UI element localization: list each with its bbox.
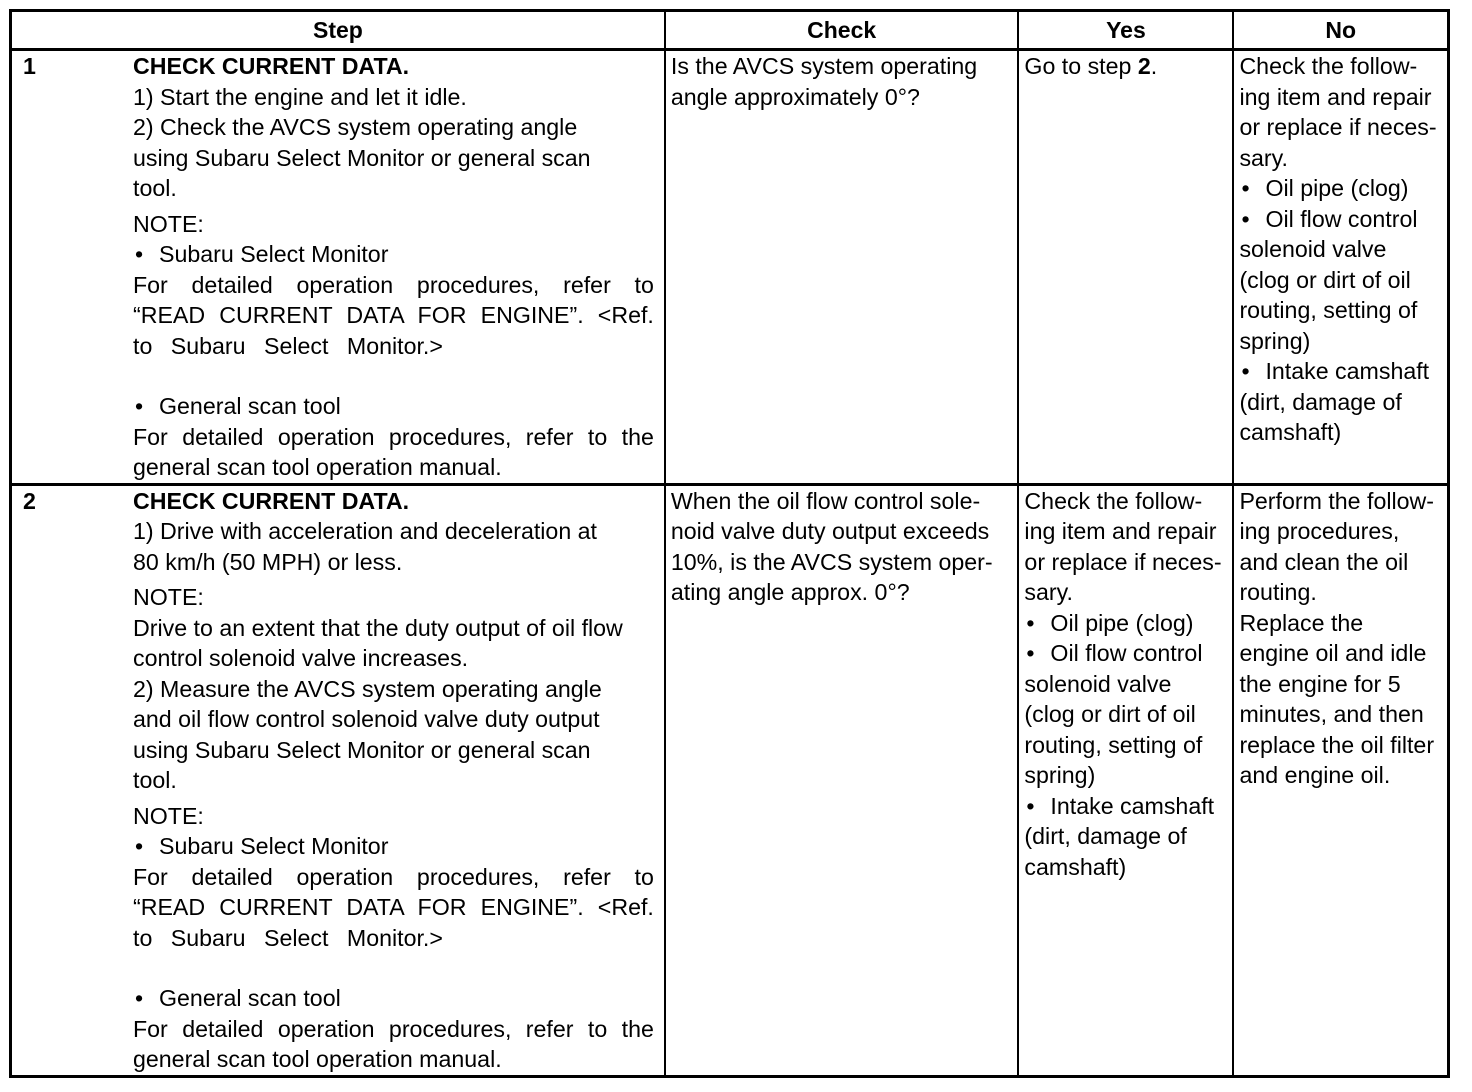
check-line: Is the AVCS system operating (670, 53, 978, 79)
header-step: Step (11, 11, 665, 50)
ref-line: “READ CURRENT DATA FOR ENGINE”. <Ref. (133, 894, 654, 920)
header-row (11, 11, 1449, 50)
step-line: 2) Check the AVCS system operating angle (133, 114, 578, 140)
ref-line: For detailed operation procedures, refer to (133, 863, 654, 890)
step-line: tool. (133, 175, 177, 201)
ref-line: to Subaru Select Monitor.> (133, 924, 443, 951)
no-line: Replace the (1239, 609, 1364, 636)
step-number: 1 (23, 53, 36, 79)
no-line: and engine oil. (1239, 762, 1391, 788)
step-title: CHECK CURRENT DATA. (133, 53, 410, 79)
bullet-cont: camshaft) (1024, 853, 1127, 880)
ref-line: to Subaru Select Monitor.> (133, 332, 443, 359)
diagnostic-table (9, 9, 1450, 1078)
bullet-item: • Oil pipe (clog) (1239, 173, 1442, 204)
no-line: minutes, and then (1239, 701, 1424, 727)
bullet-item: • Intake camshaft (1024, 791, 1227, 822)
bullet-item: • Oil flow control (1239, 204, 1442, 235)
manual-line: For detailed operation procedures, refer to the (133, 1015, 654, 1042)
no-line: Perform the follow- (1239, 487, 1435, 514)
bullet-cont: (clog or dirt of oil (1024, 701, 1196, 727)
step-line: using Subaru Select Monitor or general scan (133, 144, 591, 171)
no-line: routing. (1239, 579, 1317, 605)
check-line: 10%, is the AVCS system oper- (670, 548, 993, 575)
no-line: sary. (1239, 144, 1288, 171)
no-line: replace the oil filter (1239, 731, 1435, 758)
yes-text (1024, 51, 1227, 82)
no-line: engine oil and idle (1239, 640, 1427, 666)
step-number: 2 (23, 487, 36, 514)
manual-line: For detailed operation procedures, refer to the (133, 423, 654, 450)
step-line: using Subaru Select Monitor or general scan (133, 736, 591, 763)
spacer (133, 953, 654, 983)
bullet-cont: routing, setting of (1239, 297, 1418, 323)
bullet-cont: solenoid valve (1239, 236, 1387, 262)
bullet-item: • Oil flow control (1024, 638, 1227, 669)
check-cell (665, 50, 1019, 485)
bullet-cont: solenoid valve (1024, 670, 1172, 697)
note-label: NOTE: (133, 210, 204, 237)
ref-line: For detailed operation procedures, refer to (133, 271, 654, 298)
ref-line: “READ CURRENT DATA FOR ENGINE”. <Ref. (133, 302, 654, 328)
yes-suffix: . (1150, 53, 1158, 79)
step-body (133, 486, 659, 1075)
check-line: angle approximately 0°? (670, 83, 920, 110)
step-line: and oil flow control solenoid valve duty output (133, 706, 600, 732)
yes-line: Check the follow- (1024, 487, 1203, 514)
yes-line: ing item and repair (1024, 518, 1217, 544)
no-cell (1233, 484, 1448, 1076)
step-line: 1) Drive with acceleration and deceleration at (133, 518, 597, 544)
note-label: NOTE: (133, 584, 204, 610)
bullet-cont: (dirt, damage of (1024, 823, 1187, 849)
yes-cell (1018, 484, 1233, 1076)
header-no: No (1233, 11, 1448, 50)
bullet-item: • Oil pipe (clog) (1024, 608, 1227, 639)
table-row (11, 50, 1449, 485)
check-line: noid valve duty output exceeds (670, 518, 990, 544)
manual-line: general scan tool operation manual. (133, 454, 502, 480)
check-line: ating angle approx. 0°? (670, 579, 910, 605)
no-line: or replace if neces- (1239, 114, 1437, 140)
spacer (133, 361, 654, 391)
table-row (11, 484, 1449, 1076)
step-title: CHECK CURRENT DATA. (133, 487, 410, 514)
bullet-item: • Subaru Select Monitor (133, 831, 654, 862)
step-line: 2) Measure the AVCS system operating angle (133, 675, 602, 702)
note-text: Drive to an extent that the duty output of oil flow (133, 614, 623, 641)
yes-step-number: 2 (1137, 53, 1151, 79)
yes-line: or replace if neces- (1024, 548, 1222, 575)
bullet-cont: spring) (1239, 327, 1311, 354)
note-label: NOTE: (133, 802, 204, 829)
yes-line: sary. (1024, 579, 1073, 605)
bullet-cont: spring) (1024, 762, 1096, 788)
no-line: the engine for 5 (1239, 670, 1401, 697)
no-line: and clean the oil (1239, 548, 1409, 575)
step-line: 1) Start the engine and let it idle. (133, 83, 467, 110)
header-yes: Yes (1018, 11, 1233, 50)
no-line: ing item and repair (1239, 83, 1432, 110)
manual-line: general scan tool operation manual. (133, 1046, 502, 1072)
note-text: control solenoid valve increases. (133, 645, 469, 671)
bullet-cont: camshaft) (1239, 419, 1342, 445)
header-check: Check (665, 11, 1019, 50)
step-cell (11, 484, 665, 1076)
yes-prefix: Go to step (1024, 53, 1138, 79)
no-line: Check the follow- (1239, 53, 1418, 79)
bullet-cont: (dirt, damage of (1239, 388, 1402, 415)
step-cell (11, 50, 665, 485)
check-cell (665, 484, 1019, 1076)
step-body (133, 51, 659, 483)
bullet-item: • Intake camshaft (1239, 356, 1442, 387)
step-line: tool. (133, 767, 177, 793)
no-cell (1233, 50, 1448, 485)
step-line: 80 km/h (50 MPH) or less. (133, 548, 403, 575)
bullet-item: • General scan tool (133, 391, 654, 422)
bullet-cont: routing, setting of (1024, 731, 1203, 758)
check-line: When the oil flow control sole- (670, 487, 981, 514)
bullet-item: • General scan tool (133, 983, 654, 1014)
no-line: ing procedures, (1239, 518, 1400, 544)
yes-cell (1018, 50, 1233, 485)
bullet-item: • Subaru Select Monitor (133, 239, 654, 270)
bullet-cont: (clog or dirt of oil (1239, 266, 1411, 293)
